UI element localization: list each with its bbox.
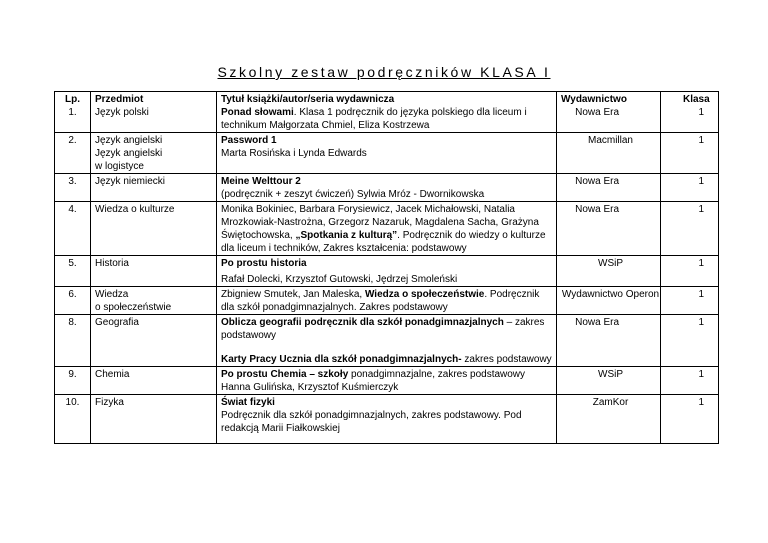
textbook-table [54, 91, 719, 444]
publisher-cell [557, 92, 661, 133]
table-row [55, 133, 719, 174]
lp-value: 4. [68, 204, 77, 215]
subject-value: w logistyce [95, 161, 144, 172]
class-cell [661, 92, 719, 133]
publisher-value: Nowa Era [575, 107, 619, 118]
class-value: 1 [698, 369, 704, 380]
book-title: Po prostu Chemia – szkoły [221, 369, 349, 380]
book-details: Marta Rosińska i Lynda Edwards [221, 148, 367, 159]
lp-value: 10. [65, 397, 80, 408]
publisher-value: WSiP [598, 258, 623, 269]
book-details: Rafał Dolecki, Krzysztof Gutowski, Jędrzej Smoleński [221, 274, 458, 285]
book-title: Ponad słowami [221, 107, 294, 118]
header-lp: Lp. [65, 94, 80, 105]
subject-value: Język angielski [95, 135, 163, 146]
publisher-value: WSiP [598, 369, 623, 380]
lp-value: 2. [68, 135, 77, 146]
lp-value: 6. [68, 289, 77, 300]
publisher-value: Nowa Era [575, 176, 619, 187]
book-details: . Podręcznik do wiedzy o kulturze dla liceum i techników, Zakres kształcenia: podstawowy [221, 230, 546, 254]
table-row [55, 92, 719, 133]
book-details: – zakres podstawowy [221, 317, 545, 341]
lp-value: 3. [68, 176, 77, 187]
publisher-value: Wydawnictwo Operon [561, 289, 660, 300]
table-row [55, 202, 719, 256]
table-row [55, 256, 719, 287]
book-authors: Zbigniew Smutek, Jan Maleska, [221, 289, 365, 300]
header-class: Klasa [683, 94, 710, 105]
book-title: Password 1 [221, 135, 277, 146]
class-value: 1 [698, 397, 704, 408]
table-row [55, 367, 719, 395]
subject-value: Chemia [95, 369, 130, 380]
lp-value: 9. [68, 369, 77, 380]
subject-value: Wiedza [95, 289, 129, 300]
subject-value: o społeczeństwie [95, 302, 172, 313]
book-details: . Podręcznik dla szkół ponadgimnazjalnych. Zakres podstawowy [221, 289, 540, 313]
lp-value: 8. [68, 317, 77, 328]
class-value: 1 [698, 204, 704, 215]
book-details: ponadgimnazjalne, zakres podstawowy Hanna Gulińska, Krzysztof Kuśmierczyk [221, 369, 526, 393]
book-details: . Klasa 1 podręcznik do języka polskiego dla liceum i technikum Małgorzata Chmiel, Eliza Kostrzewa [221, 107, 527, 131]
publisher-value: Nowa Era [575, 317, 619, 328]
book-title: Świat fizyki [221, 397, 275, 408]
book-title: Meine Welttour 2 [221, 176, 301, 187]
table-row [55, 315, 719, 367]
subject-value: Język niemiecki [95, 176, 166, 187]
header-subject: Przedmiot [95, 94, 144, 105]
class-value: 1 [698, 107, 704, 118]
book-title: Po prostu historia [221, 258, 307, 269]
book-title: Wiedza o społeczeństwie [364, 289, 485, 300]
table-row [55, 287, 719, 315]
class-value: 1 [698, 135, 704, 146]
book-authors: Monika Bokiniec, Barbara Forysiewicz, Jacek Michałowski, Natalia Mrozkowiak-Nastrożna, Grzegorz Nazaruk, Magdalena Sacha, Grażyna Świętochowska, [221, 204, 539, 241]
subject-value: Język polski [95, 107, 149, 118]
book-cell [217, 92, 557, 133]
book-details: zakres podstawowy [461, 354, 552, 365]
book-title: Oblicza geografii podręcznik dla szkół ponadgimnazjalnych [221, 317, 504, 328]
lp-cell [55, 92, 91, 133]
book-title: Karty Pracy Ucznia dla szkół ponadgimnazjalnych- [221, 354, 462, 365]
publisher-value: Nowa Era [575, 204, 619, 215]
book-title: „Spotkania z kulturą” [295, 230, 398, 241]
header-book: Tytuł książki/autor/seria wydawnicza [221, 94, 395, 105]
lp-value: 5. [68, 258, 77, 269]
class-value: 1 [698, 258, 704, 269]
page-title: Szkolny zestaw podręczników KLASA I [217, 64, 551, 80]
table-row [55, 174, 719, 202]
header-publisher: Wydawnictwo [561, 94, 627, 105]
subject-value: Historia [95, 258, 129, 269]
lp-value: 1. [68, 107, 77, 118]
book-details: (podręcznik + zeszyt ćwiczeń) Sylwia Mróz - Dwornikowska [221, 189, 485, 200]
subject-value: Język angielski [95, 148, 163, 159]
subject-value: Wiedza o kulturze [95, 204, 175, 215]
publisher-value: ZamKor [592, 397, 629, 408]
subject-value: Geografia [95, 317, 139, 328]
class-value: 1 [698, 289, 704, 300]
table-row [55, 395, 719, 444]
class-value: 1 [698, 317, 704, 328]
publisher-value: Macmillan [587, 135, 633, 146]
subject-cell [91, 92, 217, 133]
subject-value: Fizyka [95, 397, 124, 408]
class-value: 1 [698, 176, 704, 187]
book-details: Podręcznik dla szkół ponadgimnazjalnych, zakres podstawowy. Pod redakcją Marii Fiałkowskiej [221, 410, 522, 434]
